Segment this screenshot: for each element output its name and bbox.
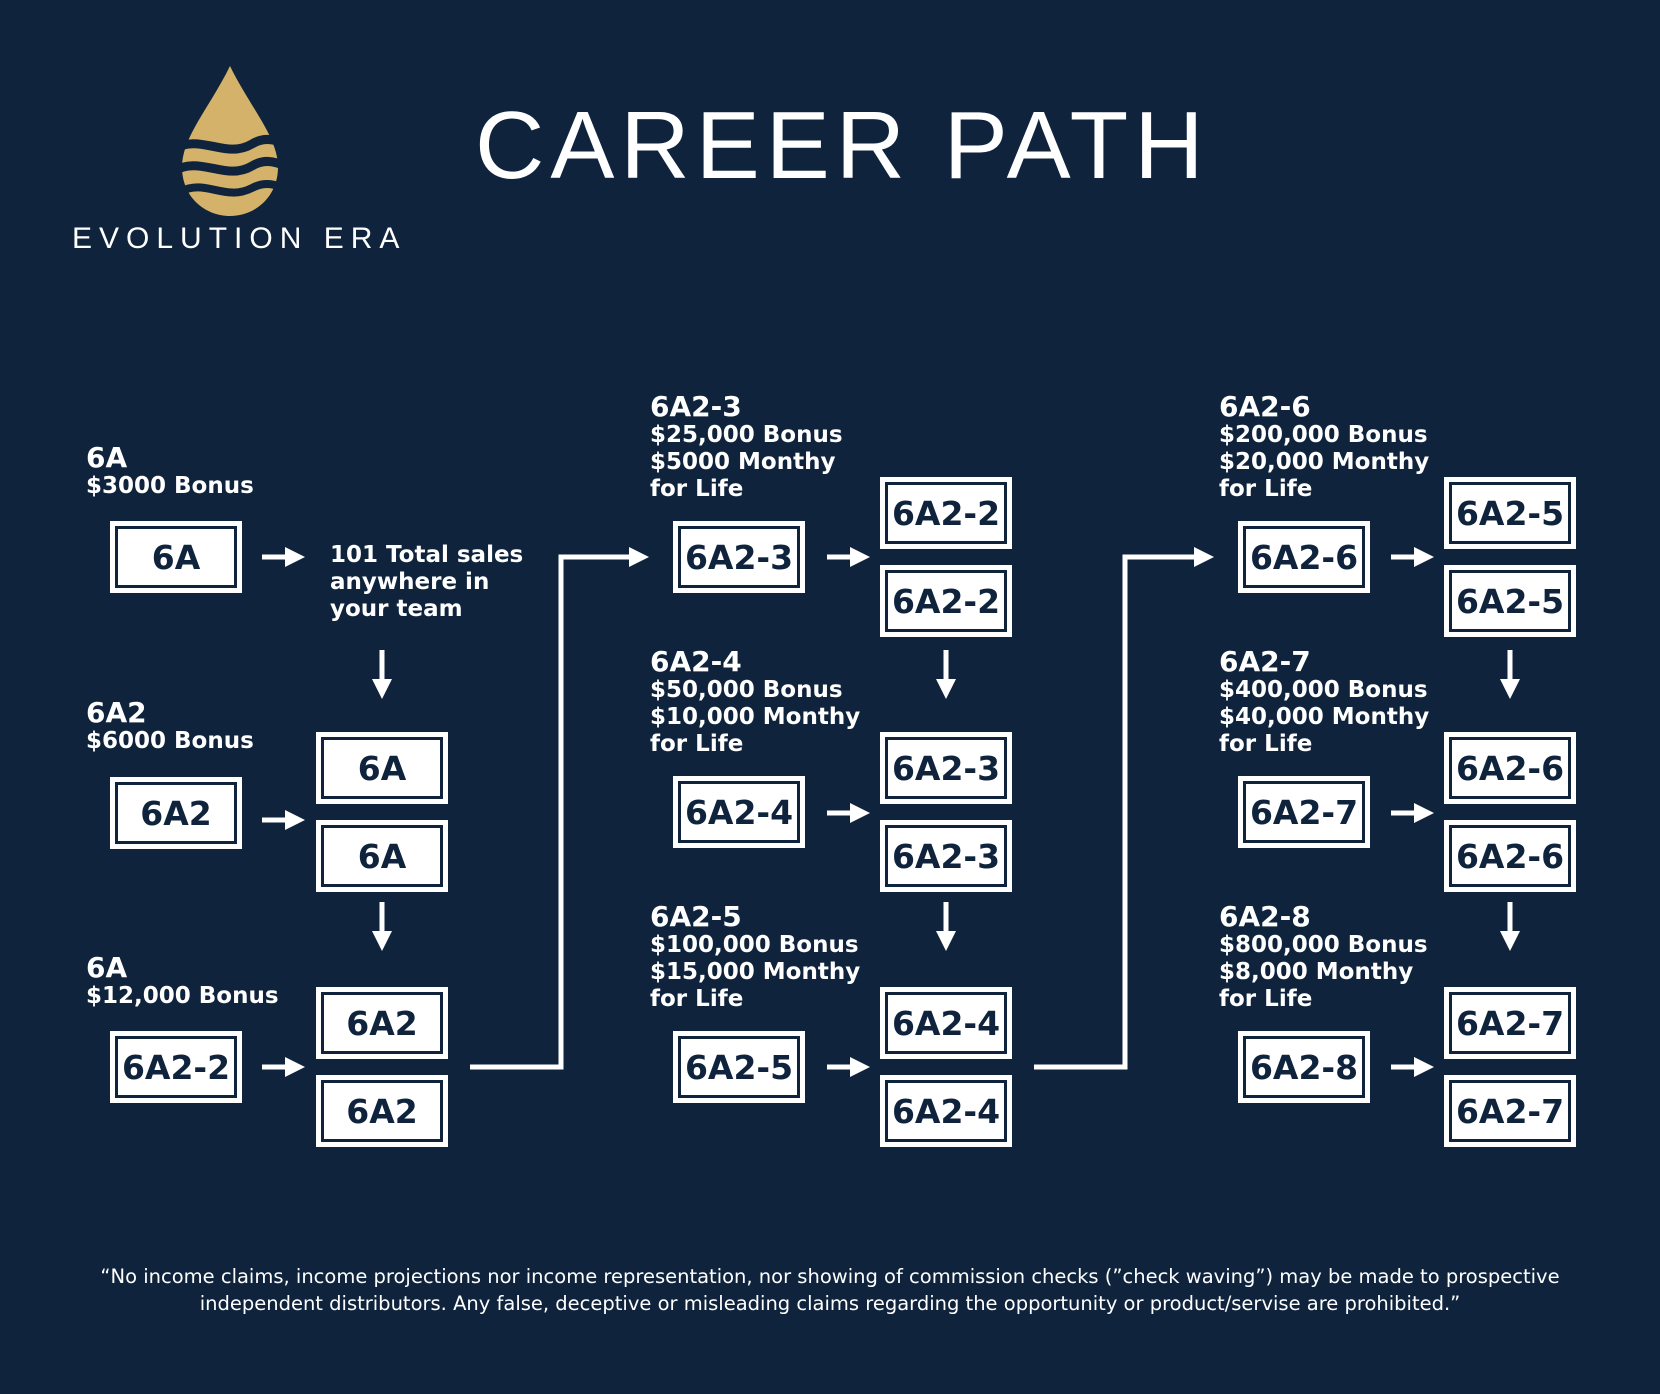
stage-bonus: $800,000 Bonus [1219,932,1428,958]
rank-label: 6A [321,825,443,887]
stage-monthly: $20,000 Monthy [1219,449,1430,475]
stage-header [650,392,843,503]
rank-label: 6A2-7 [1449,992,1571,1054]
stage-name: 6A2-5 [650,900,742,933]
rank-label: 6A2-5 [1449,570,1571,632]
rank-label: 6A2-8 [1243,1036,1365,1098]
stage-duration: for Life [650,476,744,502]
stage-bonus: $3000 Bonus [86,473,254,499]
rank-label: 6A2-6 [1449,825,1571,887]
stage-header [1219,902,1428,1013]
stage-bonus: $50,000 Bonus [650,677,843,703]
stage-duration: for Life [650,731,744,757]
rank-label: 6A2-4 [678,781,800,843]
rank-label: 6A2-3 [885,737,1007,799]
stage-monthly: $40,000 Monthy [1219,704,1430,730]
stage-name: 6A2 [86,696,147,729]
required-rank-box [880,565,1012,637]
stage-monthly: $15,000 Monthy [650,959,861,985]
stage-monthly: $10,000 Monthy [650,704,861,730]
rank-box [1238,1031,1370,1103]
stage-duration: for Life [1219,986,1313,1012]
stage-header [650,902,860,1013]
rank-label: 6A2-4 [885,992,1007,1054]
required-rank-box [880,820,1012,892]
rank-box [673,1031,805,1103]
required-rank-box [880,477,1012,549]
stage-name: 6A2-4 [650,645,742,678]
required-rank-box [316,820,448,892]
rank-label: 6A2-3 [678,526,800,588]
rank-label: 6A2-7 [1449,1080,1571,1142]
rank-box [1238,521,1370,593]
rank-box [673,776,805,848]
stage-name: 6A [86,441,128,474]
required-rank-box [1444,1075,1576,1147]
arrow-column-transition [1034,557,1205,1067]
rank-label: 6A2-5 [1449,482,1571,544]
page-title: CAREER PATH [475,92,1210,199]
required-rank-box [1444,565,1576,637]
stage-bonus: $25,000 Bonus [650,422,843,448]
rank-box [110,521,242,593]
rank-box [110,1031,242,1103]
stage-header [86,698,254,755]
required-rank-box [1444,820,1576,892]
rank-label: 6A2 [321,1080,443,1142]
stage-header [86,953,279,1010]
stage-monthly: $8,000 Monthy [1219,959,1414,985]
stage-header [650,647,860,758]
required-rank-box [1444,732,1576,804]
stage-bonus: $400,000 Bonus [1219,677,1428,703]
rank-box [110,777,242,849]
stage-duration: for Life [1219,731,1313,757]
stage-monthly: $5000 Monthy [650,449,836,475]
brand-name: EVOLUTION ERA [72,222,407,255]
arrow-column-transition [470,557,640,1067]
stage-name: 6A2-8 [1219,900,1311,933]
required-rank-box [880,732,1012,804]
stage-name: 6A2-3 [650,390,742,423]
rank-label: 6A2-7 [1243,781,1365,843]
required-rank-box [1444,477,1576,549]
rank-box [673,521,805,593]
required-rank-box [880,1075,1012,1147]
rank-label: 6A2-3 [885,825,1007,887]
required-rank-box [316,987,448,1059]
stage-bonus: $6000 Bonus [86,728,254,754]
rank-label: 6A2-4 [885,1080,1007,1142]
rank-label: 6A [115,526,237,588]
rank-label: 6A2-2 [885,570,1007,632]
stage-name: 6A2-7 [1219,645,1311,678]
required-rank-box [316,732,448,804]
rank-label: 6A2 [321,992,443,1054]
rank-label: 6A2-6 [1243,526,1365,588]
disclaimer-text: “No income claims, income projections nor income representation, nor showing of commission checks (”check waving”) may be made to prospective independent distributors. Any false, deceptive or misleading claims regarding the opportunity or product/servise are prohibited.” [100,1265,1560,1315]
rank-label: 6A2-2 [885,482,1007,544]
rank-label: 6A2 [115,782,237,844]
stage-header [1219,647,1429,758]
stage-header [86,443,254,500]
rank-label: 6A2-2 [115,1036,237,1098]
stage-header [1219,392,1429,503]
required-rank-box [880,987,1012,1059]
required-rank-box [1444,987,1576,1059]
stage-duration: for Life [1219,476,1313,502]
required-rank-box [316,1075,448,1147]
stage-bonus: $200,000 Bonus [1219,422,1428,448]
stage-bonus: $12,000 Bonus [86,983,279,1009]
rank-label: 6A2-6 [1449,737,1571,799]
stage-name: 6A [86,951,128,984]
rank-label: 6A [321,737,443,799]
requirement-note: 101 Total sales anywhere in your team [330,542,524,622]
stage-name: 6A2-6 [1219,390,1311,423]
stage-bonus: $100,000 Bonus [650,932,859,958]
stage-duration: for Life [650,986,744,1012]
rank-label: 6A2-5 [678,1036,800,1098]
rank-box [1238,776,1370,848]
